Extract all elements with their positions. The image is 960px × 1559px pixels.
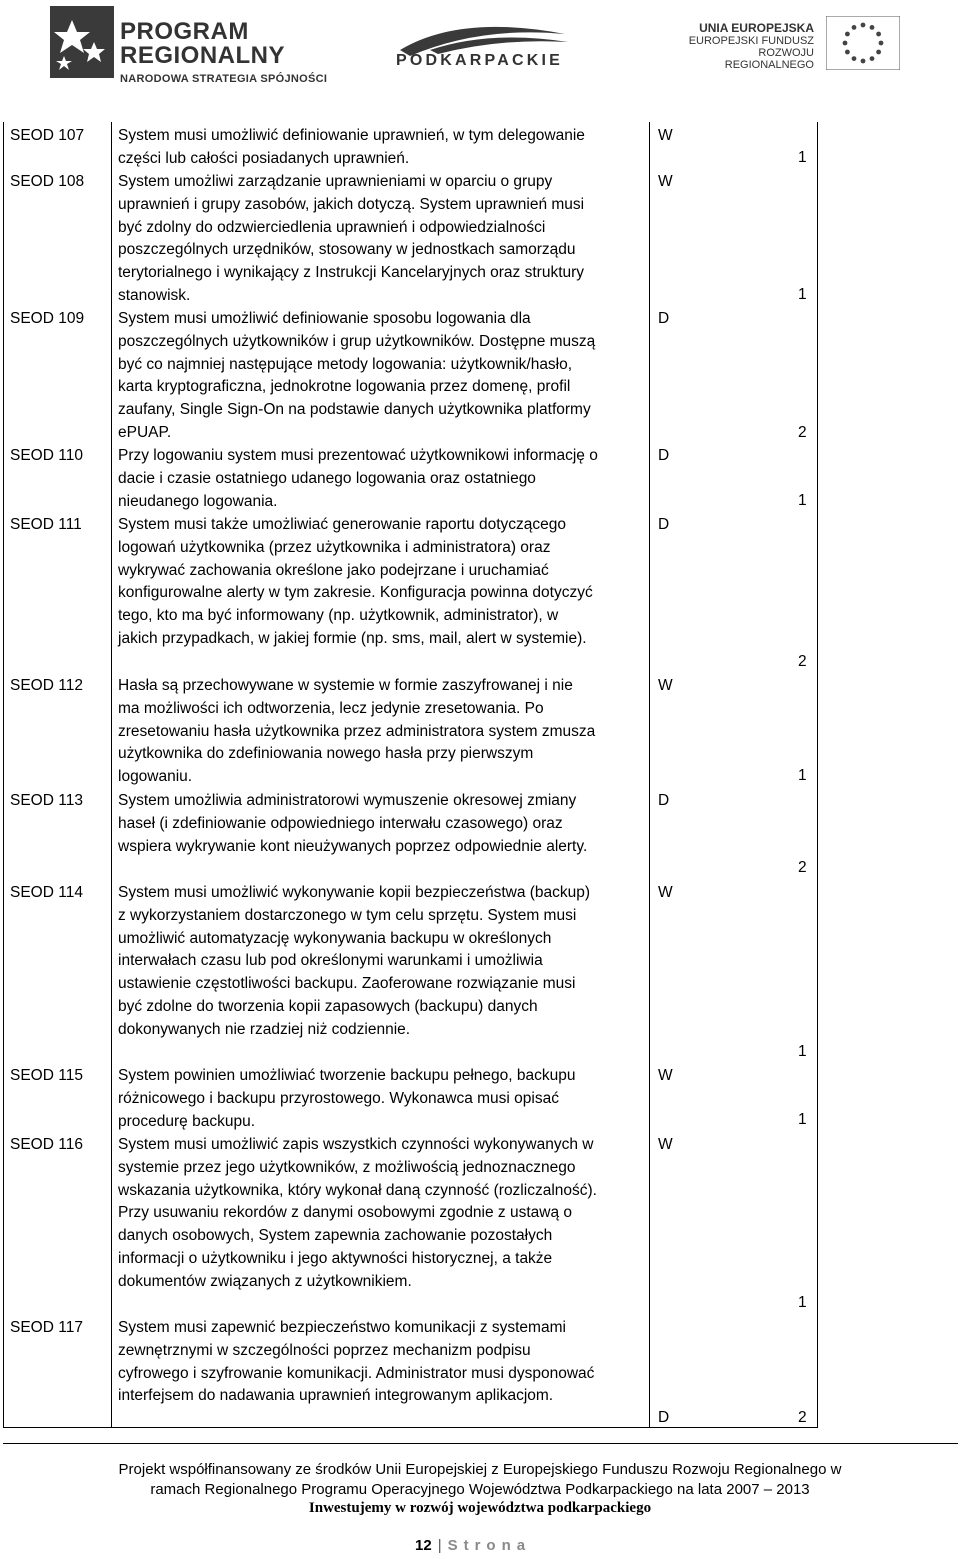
footer-divider xyxy=(3,1443,958,1444)
requirement-type: W xyxy=(658,1136,673,1153)
podkarpackie-wordmark: PODKARPACKIE xyxy=(396,52,564,69)
requirement-type: D xyxy=(658,447,670,464)
requirement-id: SEOD 115 xyxy=(10,1067,83,1084)
eu-logo-line1: UNIA EUROPEJSKA xyxy=(699,21,814,35)
requirement-priority: 1 xyxy=(798,149,807,166)
requirement-priority: 2 xyxy=(798,424,807,441)
requirement-type: D xyxy=(658,1409,670,1426)
requirement-type: D xyxy=(658,310,670,327)
table-row xyxy=(3,879,818,1062)
requirement-priority: 2 xyxy=(798,859,807,876)
table-row xyxy=(3,305,818,442)
eu-flag-icon xyxy=(826,16,900,70)
program-regionalny-wordmark xyxy=(120,20,327,85)
requirement-id: SEOD 117 xyxy=(10,1319,83,1336)
requirement-id: SEOD 116 xyxy=(10,1136,83,1153)
requirement-id: SEOD 112 xyxy=(10,677,83,694)
requirement-description: System musi także umożliwiać generowanie raportu dotyczącego logowań użytkownika (przez użytkownika i administratora) oraz wykrywać zachowania określone jako podejrzane i uruchamiać konfigurowalne alerty w tym zakresie. Konfiguracja powinna dotyczyć tego, kto ma być informowany (np. użytkownik, administrator), w jakich przypadkach, w jakiej formie (np. sms, mail, alert w systemie). xyxy=(118,516,593,647)
table-border-bottom xyxy=(3,1427,818,1428)
program-logo-line2: REGIONALNY xyxy=(120,42,286,69)
footer-slogan: Inwestujemy w rozwój województwa podkarpackiego xyxy=(308,1500,652,1516)
requirement-id: SEOD 108 xyxy=(10,173,85,190)
requirement-priority: 1 xyxy=(798,767,807,784)
requirement-description: Hasła są przechowywane w systemie w formie zaszyfrowanej i nie ma możliwości ich odtworzenia, lecz jedynie zresetowania. Po zresetowaniu hasła użytkownika przez administratora system zmusza użytkownika do zdefiniowania nowego hasła przy pierwszym logowaniu. xyxy=(118,677,596,786)
requirement-priority: 1 xyxy=(798,1111,807,1128)
requirement-priority: 1 xyxy=(798,1043,807,1060)
table-row xyxy=(3,168,818,305)
requirement-type: D xyxy=(658,516,670,533)
requirement-description: System musi zapewnić bezpieczeństwo komunikacji z systemami zewnętrznymi w szczególności poprzez mechanizm podpisu cyfrowego i szyfrowanie komunikacji. Administrator musi dysponować interfejsem do nadawania uprawnień integrowanym aplikacjom. xyxy=(118,1319,595,1405)
program-logo-line1: PROGRAM xyxy=(120,18,249,45)
page-separator: | xyxy=(437,1537,442,1554)
footer-line-1: Projekt współfinansowany ze środków Unii Europejskiej z Europejskiego Funduszu Rozwoju Regionalnego w xyxy=(118,1461,842,1478)
program-logo-line3: NARODOWA STRATEGIA SPÓJNOŚCI xyxy=(120,73,328,85)
requirement-id: SEOD 107 xyxy=(10,127,85,144)
table-row xyxy=(3,122,818,168)
requirement-description: System musi umożliwić zapis wszystkich czynności wykonywanych w systemie przez jego użytkowników, z możliwością jednoznacznego wskazania użytkownika, który wykonał daną czynność (rozliczalność). Przy usuwaniu rekordów z danymi osobowymi zgodnie z ustawą o danych osobowych, System zapewnia zachowanie pozostałych informacji o użytkowniku i jego aktywności historycznej, a także dokumentów związanych z użytkownikiem. xyxy=(118,1136,597,1290)
requirement-priority: 1 xyxy=(798,1294,807,1311)
requirement-priority: 1 xyxy=(798,286,807,303)
requirement-priority: 2 xyxy=(798,653,807,670)
requirement-id: SEOD 109 xyxy=(10,310,85,327)
table-row xyxy=(3,511,818,672)
table-row xyxy=(3,1062,818,1131)
requirement-type: W xyxy=(658,677,673,694)
page-number-value: 12 xyxy=(415,1537,432,1554)
requirement-type: W xyxy=(658,1067,673,1084)
requirements-table xyxy=(3,122,818,1427)
requirement-type: W xyxy=(658,173,673,190)
requirement-description: System musi umożliwić definiowanie sposobu logowania dla poszczególnych użytkowników i grup użytkowników. Dostępne muszą być co najmniej następujące metody logowania: użytkownik/hasło, karta kryptograficzna, jednokrotne logowania przez domenę, profil zaufany, Single Sign-On na podstawie danych użytkownika platformy ePUAP. xyxy=(118,310,596,441)
footer-line-2: ramach Regionalnego Programu Operacyjnego Województwa Podkarpackiego na lata 2007 – 2013 xyxy=(150,1481,810,1498)
eu-logo-line2: EUROPEJSKI FUNDUSZ xyxy=(688,35,814,48)
requirement-type: W xyxy=(658,127,673,144)
page-word: Strona xyxy=(447,1537,532,1554)
requirement-type: D xyxy=(658,792,670,809)
table-row xyxy=(3,787,818,879)
requirement-description: System umożliwia administratorowi wymuszenie okresowej zmiany haseł (i zdefiniowanie odpowiedniego interwału czasowego) oraz wspiera wykrywanie kont nieużywanych poprzez odpowiednie alerty. xyxy=(118,792,588,855)
requirement-description: System musi umożliwić definiowanie uprawnień, w tym delegowanie części lub całości posiadanych uprawnień. xyxy=(118,127,585,167)
requirement-id: SEOD 114 xyxy=(10,884,83,901)
table-row xyxy=(3,442,818,511)
requirement-id: SEOD 113 xyxy=(10,792,83,809)
requirement-description: System musi umożliwić wykonywanie kopii bezpieczeństwa (backup) z wykorzystaniem dostarczonego w tym celu sprzętu. System musi umożliwić automatyzację wykonywania backupu w określonych interwałach czasu lub pod określonymi warunkami i umożliwia ustawienie częstotliwości backupu. Zaoferowane rozwiązanie musi być zdolne do tworzenia kopii zapasowych (backupu) danych dokonywanych nie rzadziej niż codziennie. xyxy=(118,884,591,1038)
table-row xyxy=(3,1131,818,1314)
table-row xyxy=(3,672,818,787)
requirement-type: W xyxy=(658,884,673,901)
eu-wordmark xyxy=(684,22,814,71)
requirement-description: System powinien umożliwiać tworzenie backupu pełnego, backupu różnicowego i backupu przyrostowego. Wykonawca musi opisać procedurę backupu. xyxy=(118,1067,576,1130)
page-number xyxy=(415,1537,531,1554)
table-row xyxy=(3,1314,818,1427)
requirement-priority: 2 xyxy=(798,1409,807,1426)
page-header xyxy=(0,0,960,112)
requirement-description: Przy logowaniu system musi prezentować użytkownikowi informację o dacie i czasie ostatniego udanego logowania oraz ostatniego nieudanego logowania. xyxy=(118,447,598,510)
eu-logo-line3: ROZWOJU REGIONALNEGO xyxy=(724,47,814,72)
requirement-priority: 1 xyxy=(798,492,807,509)
requirement-id: SEOD 110 xyxy=(10,447,83,464)
requirement-description: System umożliwi zarządzanie uprawnieniami w oparciu o grupy uprawnień i grupy zasobów, jakich dotyczą. System uprawnień musi być zdolny do odzwierciedlenia uprawnień i odpowiedzialności poszczególnych urzędników, stosowany w jednostkach samorządu terytorialnego i wynikający z Instrukcji Kancelaryjnych oraz struktury stanowisk. xyxy=(118,173,585,304)
requirement-id: SEOD 111 xyxy=(10,516,82,533)
